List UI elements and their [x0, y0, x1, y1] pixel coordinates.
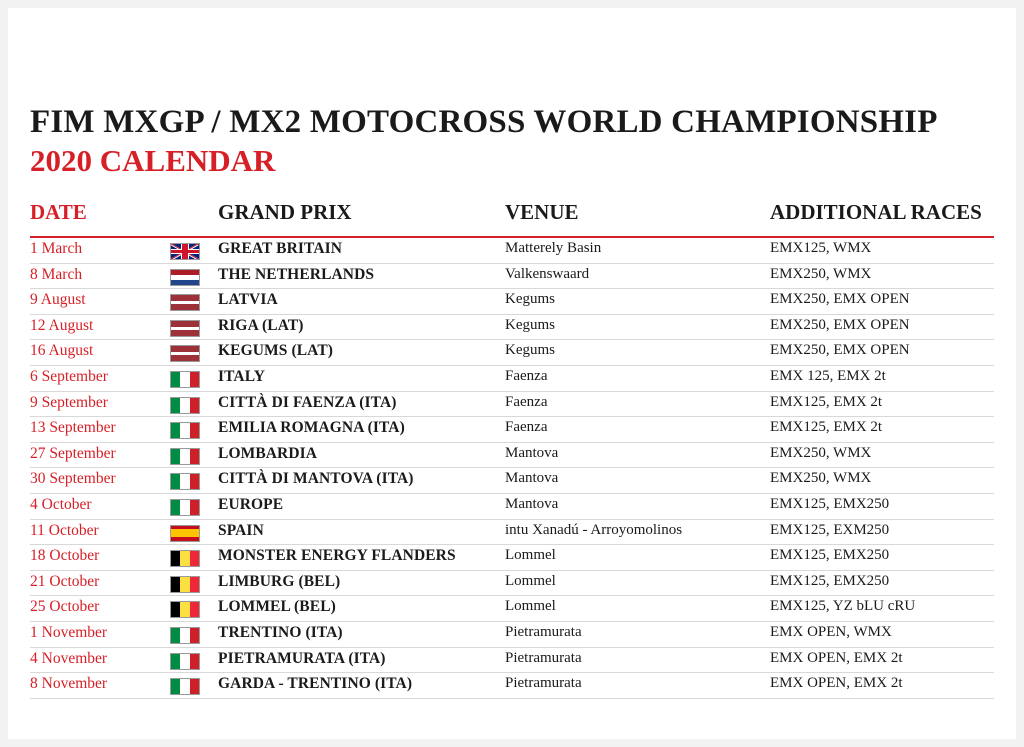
row-grand-prix: EUROPE: [218, 495, 284, 513]
row-venue: Mantova: [505, 495, 559, 512]
row-venue: Lommel: [505, 572, 556, 589]
row-grand-prix: LIMBURG (BEL): [218, 572, 341, 590]
row-grand-prix: SPAIN: [218, 521, 264, 539]
calendar-table: [30, 200, 994, 699]
table-row: [30, 596, 994, 622]
row-additional-races: EMX125, EMX250: [770, 547, 890, 564]
header-grand-prix: GRAND PRIX: [218, 200, 352, 224]
row-venue: Faenza: [505, 393, 548, 410]
row-date: 8 November: [30, 675, 108, 693]
row-date: 8 March: [30, 265, 83, 283]
row-venue: Kegums: [505, 342, 555, 359]
row-grand-prix: LATVIA: [218, 291, 278, 309]
row-additional-races: EMX OPEN, WMX: [770, 623, 892, 640]
row-date: 25 October: [30, 598, 100, 616]
row-additional-races: EMX250, EMX OPEN: [770, 342, 910, 359]
row-grand-prix: GREAT BRITAIN: [218, 240, 343, 257]
row-venue: Mantova: [505, 470, 559, 487]
calendar-page: [8, 8, 1016, 739]
row-grand-prix: GARDA - TRENTINO (ITA): [218, 675, 413, 693]
row-additional-races: EMX125, EXM250: [770, 521, 890, 538]
flag-belgium-icon: [170, 576, 200, 593]
header-venue: VENUE: [505, 200, 579, 224]
row-venue: Valkenswaard: [505, 265, 590, 282]
row-grand-prix: PIETRAMURATA (ITA): [218, 649, 386, 667]
row-date: 21 October: [30, 572, 100, 590]
row-additional-races: EMX250, WMX: [770, 265, 872, 282]
row-date: 1 March: [30, 240, 83, 257]
row-venue: Kegums: [505, 291, 555, 308]
flag-latvia-icon: [170, 345, 200, 362]
table-row: [30, 366, 994, 392]
flag-italy-icon: [170, 653, 200, 670]
flag-italy-icon: [170, 678, 200, 695]
row-additional-races: EMX125, WMX: [770, 240, 872, 256]
table-row: [30, 392, 994, 418]
row-grand-prix: MONSTER ENERGY FLANDERS: [218, 547, 456, 565]
row-venue: Faenza: [505, 367, 548, 384]
table-row: [30, 468, 994, 494]
table-row: [30, 622, 994, 648]
row-additional-races: EMX OPEN, EMX 2t: [770, 649, 903, 666]
flag-belgium-icon: [170, 601, 200, 618]
row-venue: Pietramurata: [505, 675, 582, 692]
row-date: 18 October: [30, 547, 100, 565]
row-date: 9 August: [30, 291, 86, 309]
row-date: 27 September: [30, 444, 116, 462]
row-additional-races: EMX125, EMX 2t: [770, 393, 883, 410]
row-venue: intu Xanadú - Arroyomolinos: [505, 521, 683, 538]
row-grand-prix: THE NETHERLANDS: [218, 265, 375, 283]
row-venue: Faenza: [505, 419, 548, 436]
row-grand-prix: RIGA (LAT): [218, 316, 304, 334]
page-title: FIM MXGP / MX2 MOTOCROSS WORLD CHAMPIONSHIP: [30, 104, 938, 140]
table-body: [30, 238, 994, 699]
row-grand-prix: LOMMEL (BEL): [218, 598, 336, 616]
row-venue: Kegums: [505, 316, 555, 333]
row-date: 1 November: [30, 623, 108, 641]
table-row: [30, 673, 994, 699]
row-date: 12 August: [30, 316, 94, 334]
row-date: 11 October: [30, 521, 99, 539]
row-date: 16 August: [30, 342, 94, 360]
row-date: 6 September: [30, 367, 108, 385]
table-row: [30, 494, 994, 520]
row-additional-races: EMX250, EMX OPEN: [770, 291, 910, 308]
table-row: [30, 238, 994, 264]
row-additional-races: EMX125, YZ bLU cRU: [770, 598, 916, 615]
row-venue: Mantova: [505, 444, 559, 461]
flag-italy-icon: [170, 499, 200, 516]
flag-italy-icon: [170, 448, 200, 465]
table-row: [30, 340, 994, 366]
row-venue: Matterely Basin: [505, 240, 602, 256]
row-additional-races: EMX125, EMX 2t: [770, 419, 883, 436]
flag-great-britain-icon: [170, 243, 200, 260]
table-row: [30, 443, 994, 469]
row-additional-races: EMX250, EMX OPEN: [770, 316, 910, 333]
flag-italy-icon: [170, 627, 200, 644]
row-date: 13 September: [30, 419, 116, 437]
header-additional-races: ADDITIONAL RACES: [770, 200, 982, 224]
row-additional-races: EMX125, EMX250: [770, 572, 890, 589]
flag-spain-icon: [170, 525, 200, 542]
table-header-row: [30, 200, 994, 234]
row-additional-races: EMX250, WMX: [770, 444, 872, 461]
flag-italy-icon: [170, 371, 200, 388]
row-date: 4 October: [30, 495, 92, 513]
flag-latvia-icon: [170, 294, 200, 311]
row-venue: Lommel: [505, 598, 556, 615]
row-venue: Lommel: [505, 547, 556, 564]
row-additional-races: EMX250, WMX: [770, 470, 872, 487]
row-grand-prix: ITALY: [218, 367, 266, 385]
table-row: [30, 315, 994, 341]
table-row: [30, 571, 994, 597]
row-grand-prix: LOMBARDIA: [218, 444, 318, 462]
table-row: [30, 545, 994, 571]
row-grand-prix: CITTÀ DI MANTOVA (ITA): [218, 470, 414, 488]
table-row: [30, 417, 994, 443]
header-date: DATE: [30, 200, 87, 224]
row-additional-races: EMX OPEN, EMX 2t: [770, 675, 903, 692]
flag-belgium-icon: [170, 550, 200, 567]
page-subtitle: 2020 CALENDAR: [30, 143, 276, 178]
title-block: [30, 103, 990, 179]
flag-italy-icon: [170, 473, 200, 490]
flag-netherlands-icon: [170, 269, 200, 286]
row-venue: Pietramurata: [505, 649, 582, 666]
table-row: [30, 289, 994, 315]
row-venue: Pietramurata: [505, 623, 582, 640]
row-grand-prix: EMILIA ROMAGNA (ITA): [218, 419, 405, 437]
row-grand-prix: CITTÀ DI FAENZA (ITA): [218, 393, 397, 411]
row-date: 30 September: [30, 470, 116, 488]
table-row: [30, 520, 994, 546]
table-row: [30, 648, 994, 674]
flag-italy-icon: [170, 422, 200, 439]
row-additional-races: EMX125, EMX250: [770, 495, 890, 512]
table-row: [30, 264, 994, 290]
row-date: 4 November: [30, 649, 108, 667]
row-grand-prix: TRENTINO (ITA): [218, 623, 343, 641]
row-date: 9 September: [30, 393, 108, 411]
flag-latvia-icon: [170, 320, 200, 337]
row-additional-races: EMX 125, EMX 2t: [770, 367, 886, 384]
row-grand-prix: KEGUMS (LAT): [218, 342, 334, 360]
flag-italy-icon: [170, 397, 200, 414]
